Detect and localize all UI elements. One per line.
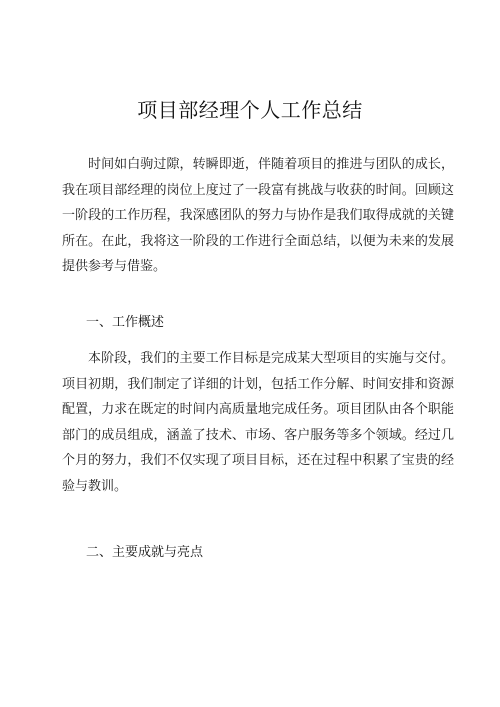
document-title: 项目部经理个人工作总结	[137, 98, 363, 122]
section-heading-achievements: 二、主要成就与亮点	[86, 545, 204, 560]
intro-paragraph: 时间如白驹过隙，转瞬即逝，伴随着项目的推进与团队的成长，我在项目部经理的岗位上度过了一段富有挑战与收获的时间。回顾这一阶段的工作历程，我深感团队的努力与协作是我们取得成就的关键所在。在此，我将这一阶段的工作进行全面总结，以便为未来的发展提供参考与借鉴。	[62, 157, 454, 274]
section-heading-work-overview: 一、工作概述	[86, 315, 165, 330]
work-overview-paragraph: 本阶段，我们的主要工作目标是完成某大型项目的实施与交付。项目初期，我们制定了详细的计划，包括工作分解、时间安排和资源配置，力求在既定的时间内高质量地完成任务。项目团队由各个职能部门的成员组成，涵盖了技术、市场、客户服务等多个领域。经过几个月的努力，我们不仅实现了项目目标，还在过程中积累了宝贵的经验与教训。	[62, 351, 454, 494]
